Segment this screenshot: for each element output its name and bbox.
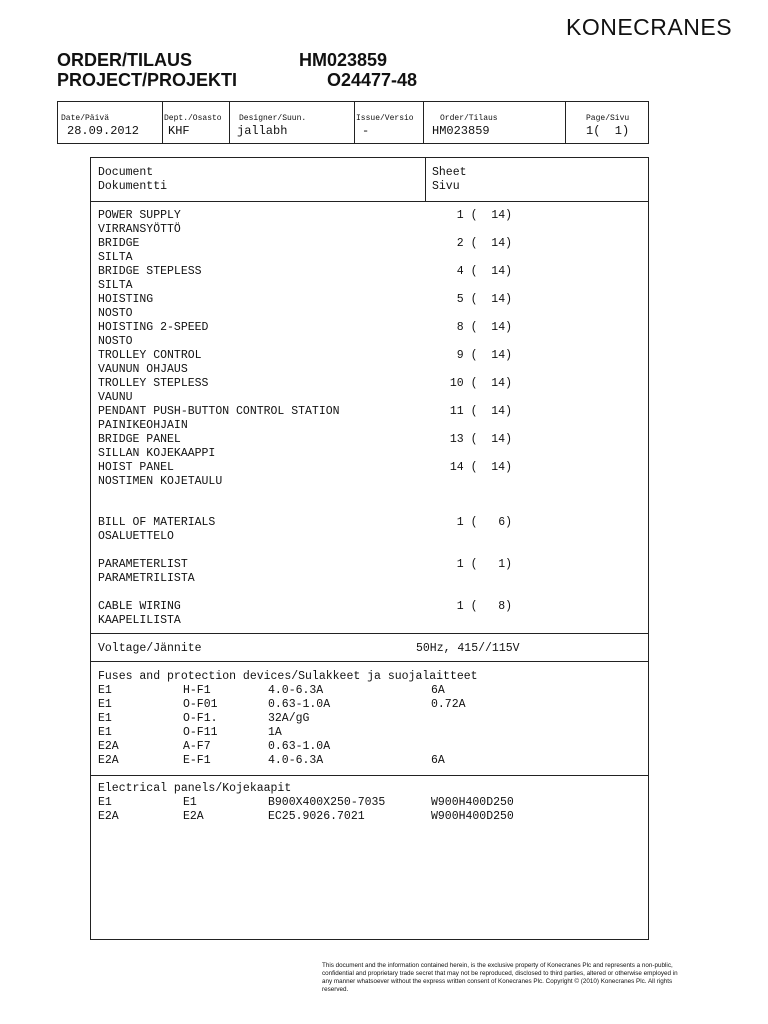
dept-value: KHF (168, 124, 190, 138)
dept-label: Dept./Osasto (164, 114, 222, 123)
fuse-panel: E1 (98, 698, 112, 711)
fuse-device: A-F7 (183, 740, 211, 753)
panel-dimensions: W900H400D250 (431, 796, 514, 809)
issue-cell (354, 102, 424, 143)
sheet-header: Sheet (432, 166, 467, 179)
document-name: BRIDGE STEPLESS (98, 265, 202, 278)
sheet-range: 8 ( 14) (456, 321, 512, 334)
sheet-header-fi: Sivu (432, 180, 460, 193)
panel-name: E1 (183, 796, 197, 809)
fuse-device: O-F1. (183, 712, 218, 725)
document-name-fi: VAUNUN OHJAUS (98, 363, 188, 376)
document-info-box (57, 101, 649, 144)
fuse-panel: E1 (98, 684, 112, 697)
panel-type: EC25.9026.7021 (268, 810, 365, 823)
document-name: HOISTING (98, 293, 154, 306)
contents-table (90, 157, 649, 940)
fuse-panel: E1 (98, 712, 112, 725)
sheet-range: 5 ( 14) (456, 293, 512, 306)
document-name: PENDANT PUSH-BUTTON CONTROL STATION (98, 405, 340, 418)
document-name: TROLLEY STEPLESS (98, 377, 209, 390)
voltage-divider-bottom (91, 661, 648, 662)
column-divider (425, 158, 426, 201)
fuses-divider-bottom (91, 775, 648, 776)
document-name: PARAMETERLIST (98, 558, 188, 571)
fuse-range: 1A (268, 726, 282, 739)
document-name: TROLLEY CONTROL (98, 349, 202, 362)
panel-id: E1 (98, 796, 112, 809)
panel-id: E2A (98, 810, 119, 823)
order-info-label: Order/Tilaus (440, 114, 498, 123)
document-name: HOISTING 2-SPEED (98, 321, 209, 334)
document-name: HOIST PANEL (98, 461, 174, 474)
sheet-range: 13 ( 14) (449, 433, 512, 446)
sheet-range: 1 ( 1) (456, 558, 512, 571)
document-name-fi: OSALUETTELO (98, 530, 174, 543)
fuse-range: 0.63-1.0A (268, 698, 331, 711)
document-name: POWER SUPPLY (98, 209, 181, 222)
designer-cell (229, 102, 355, 143)
issue-label: Issue/Versio (356, 114, 414, 123)
voltage-label: Voltage/Jännite (98, 642, 202, 655)
header-divider (91, 201, 648, 202)
document-name-fi: SILTA (98, 251, 133, 264)
document-name: BRIDGE PANEL (98, 433, 181, 446)
fuse-panel: E2A (98, 740, 119, 753)
document-name-fi: NOSTIMEN KOJETAULU (98, 475, 223, 488)
page-cell (565, 102, 648, 143)
project-label: PROJECT/PROJEKTI (57, 70, 238, 90)
voltage-divider-top (91, 633, 648, 634)
konecranes-logo: KONECRANES (566, 14, 733, 40)
order-label: ORDER/TILAUS (57, 50, 192, 70)
sheet-range: 2 ( 14) (456, 237, 512, 250)
issue-value: - (362, 124, 370, 138)
order-number: HM023859 (299, 50, 388, 70)
document-name-fi: PARAMETRILISTA (98, 572, 195, 585)
document-name: BRIDGE (98, 237, 140, 250)
panel-name: E2A (183, 810, 204, 823)
date-cell (58, 102, 163, 143)
designer-label: Designer/Suun. (239, 114, 307, 123)
sheet-range: 4 ( 14) (456, 265, 512, 278)
fuse-device: O-F01 (183, 698, 218, 711)
document-name-fi: KAAPELILISTA (98, 614, 181, 627)
voltage-value: 50Hz, 415//115V (416, 642, 520, 655)
project-number: O24477-48 (327, 70, 418, 90)
sheet-range: 1 ( 8) (456, 600, 512, 613)
dept-cell (162, 102, 230, 143)
document-name-fi: SILLAN KOJEKAAPPI (98, 447, 216, 460)
document-header: Document (98, 166, 154, 179)
document-name: CABLE WIRING (98, 600, 181, 613)
document-name-fi: PAINIKEOHJAIN (98, 419, 188, 432)
sheet-range: 10 ( 14) (449, 377, 512, 390)
designer-value: jallabh (237, 124, 288, 138)
sheet-range: 1 ( 6) (456, 516, 512, 529)
fuse-range: 4.0-6.3A (268, 754, 324, 767)
page-value: 1( 1) (586, 124, 630, 138)
fuse-device: H-F1 (183, 684, 211, 697)
confidentiality-notice: This document and the information contained herein, is the exclusive property of Konecranes Plc and represents a non-public, confidential and proprietary trade secret that may not be reproduced, disclosed to third parties, altered or otherwise employed in any manner whatsoever without the express written consent of Konecranes Plc. Copyright © (2010) Konecranes Plc. All rights reserved. (322, 962, 678, 993)
sheet-range: 11 ( 14) (449, 405, 512, 418)
fuse-range: 32A/gG (268, 712, 310, 725)
fuse-device: E-F1 (183, 754, 211, 767)
document-name-fi: NOSTO (98, 307, 133, 320)
fuse-device: O-F11 (183, 726, 218, 739)
sheet-range: 9 ( 14) (456, 349, 512, 362)
document-name-fi: VIRRANSYÖTTÖ (98, 223, 181, 236)
sheet-range: 1 ( 14) (456, 209, 512, 222)
fuse-setting: 0.72A (431, 698, 466, 711)
fuse-setting: 6A (431, 754, 445, 767)
panel-dimensions: W900H400D250 (431, 810, 514, 823)
date-value: 28.09.2012 (67, 124, 140, 138)
document-header-fi: Dokumentti (98, 180, 168, 193)
order-cell (423, 102, 566, 143)
page-label: Page/Sivu (586, 114, 630, 123)
fuses-title: Fuses and protection devices/Sulakkeet ja suojalaitteet (98, 670, 478, 683)
date-label: Date/Päivä (61, 114, 110, 123)
fuse-range: 0.63-1.0A (268, 740, 331, 753)
document-name: BILL OF MATERIALS (98, 516, 216, 529)
sheet-range: 14 ( 14) (449, 461, 512, 474)
panel-type: B900X400X250-7035 (268, 796, 386, 809)
order-info-value: HM023859 (432, 124, 490, 138)
fuse-panel: E2A (98, 754, 119, 767)
panels-title: Electrical panels/Kojekaapit (98, 782, 292, 795)
fuse-range: 4.0-6.3A (268, 684, 324, 697)
fuse-setting: 6A (431, 684, 445, 697)
document-name-fi: NOSTO (98, 335, 133, 348)
fuse-panel: E1 (98, 726, 112, 739)
document-name-fi: SILTA (98, 279, 133, 292)
document-name-fi: VAUNU (98, 391, 133, 404)
